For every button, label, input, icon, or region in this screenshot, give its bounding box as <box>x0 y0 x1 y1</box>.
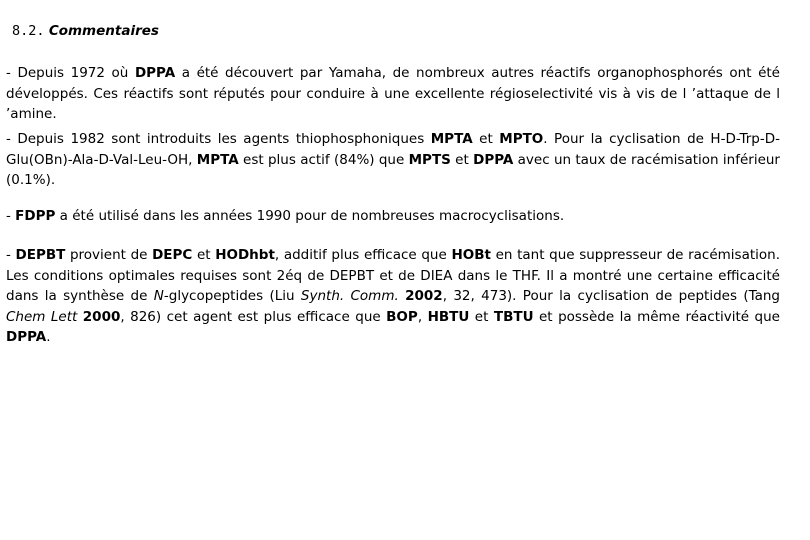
italic-term: Chem Lett <box>6 308 78 325</box>
bold-term: MPTO <box>499 131 544 147</box>
bold-term: DPPA <box>6 329 47 345</box>
section-title: Commentaires <box>48 23 159 39</box>
text-run: et <box>450 151 474 168</box>
text-run: - Depuis 1972 où <box>6 65 135 81</box>
bold-term: 2002 <box>405 288 443 304</box>
text-run: . <box>46 329 51 345</box>
text-run: provient de <box>65 247 153 263</box>
paragraph-dppa <box>6 63 780 125</box>
bold-term: DPPA <box>473 151 514 168</box>
text-run: a été découvert par Yamaha, de nombreux autres réactifs organophosphorés ont été développés. Ces réactifs sont réputés pour conduire à une excellente régioselectivité vis à vis de l ’attaque de l ’amine. <box>6 65 780 122</box>
bold-term: HOBt <box>451 247 491 263</box>
text-run: - <box>6 247 16 263</box>
text-run: , <box>417 308 428 325</box>
text-run: - <box>6 208 16 224</box>
text-run: -glycopeptides (Liu <box>163 288 301 304</box>
bold-term: DPPA <box>134 65 176 81</box>
bold-term: 2000 <box>82 308 121 325</box>
bold-term: HBTU <box>427 308 470 325</box>
paragraph-fdpp <box>6 206 780 227</box>
text-run: , 826) cet agent est plus efficace que <box>120 308 387 325</box>
bold-term: BOP <box>386 308 418 325</box>
text-run: et possède la même réactivité que <box>533 308 780 325</box>
text-run: avec un taux de racémisation inférieur (0.1%). <box>6 151 780 188</box>
paragraph-depbt <box>6 245 780 348</box>
bold-term: MPTA <box>196 151 239 168</box>
bold-term: DEPBT <box>15 247 66 263</box>
section-number: 8.2. <box>12 23 45 39</box>
bold-term: DEPC <box>152 247 193 263</box>
italic-term: Synth. Comm. <box>300 288 399 304</box>
text-run: et <box>469 308 494 325</box>
section-heading <box>12 22 159 40</box>
text-run: est plus actif (84%) que <box>238 151 409 168</box>
text-run: et <box>472 131 500 147</box>
bold-term: MPTA <box>430 131 473 147</box>
text-run: - Depuis 1982 sont introduits les agents thiophosphoniques <box>6 131 431 147</box>
bold-term: HODhbt <box>215 247 275 263</box>
text-run: et <box>192 247 216 263</box>
bold-term: TBTU <box>493 308 534 325</box>
text-run: , additif plus efficace que <box>274 247 452 263</box>
paragraph-thiophosphoniques <box>6 129 780 191</box>
text-run: , 32, 473). Pour la cyclisation de peptides (Tang <box>442 288 780 304</box>
text-run: . Pour la cyclisation de H-D-Trp-D-Glu(OBn)-Ala-D-Val-Leu-OH, <box>6 131 780 168</box>
bold-term: MPTS <box>408 151 451 168</box>
text-run: a été utilisé dans les années 1990 pour de nombreuses macrocyclisations. <box>55 208 565 224</box>
italic-term: N <box>153 288 164 304</box>
text-run: en tant que suppresseur de racémisation. Les conditions optimales requises sont 2éq de DEPBT et de DIEA dans le THF. Il a montré une certaine efficacité dans la synthèse de <box>6 247 781 304</box>
bold-term: FDPP <box>15 208 56 224</box>
